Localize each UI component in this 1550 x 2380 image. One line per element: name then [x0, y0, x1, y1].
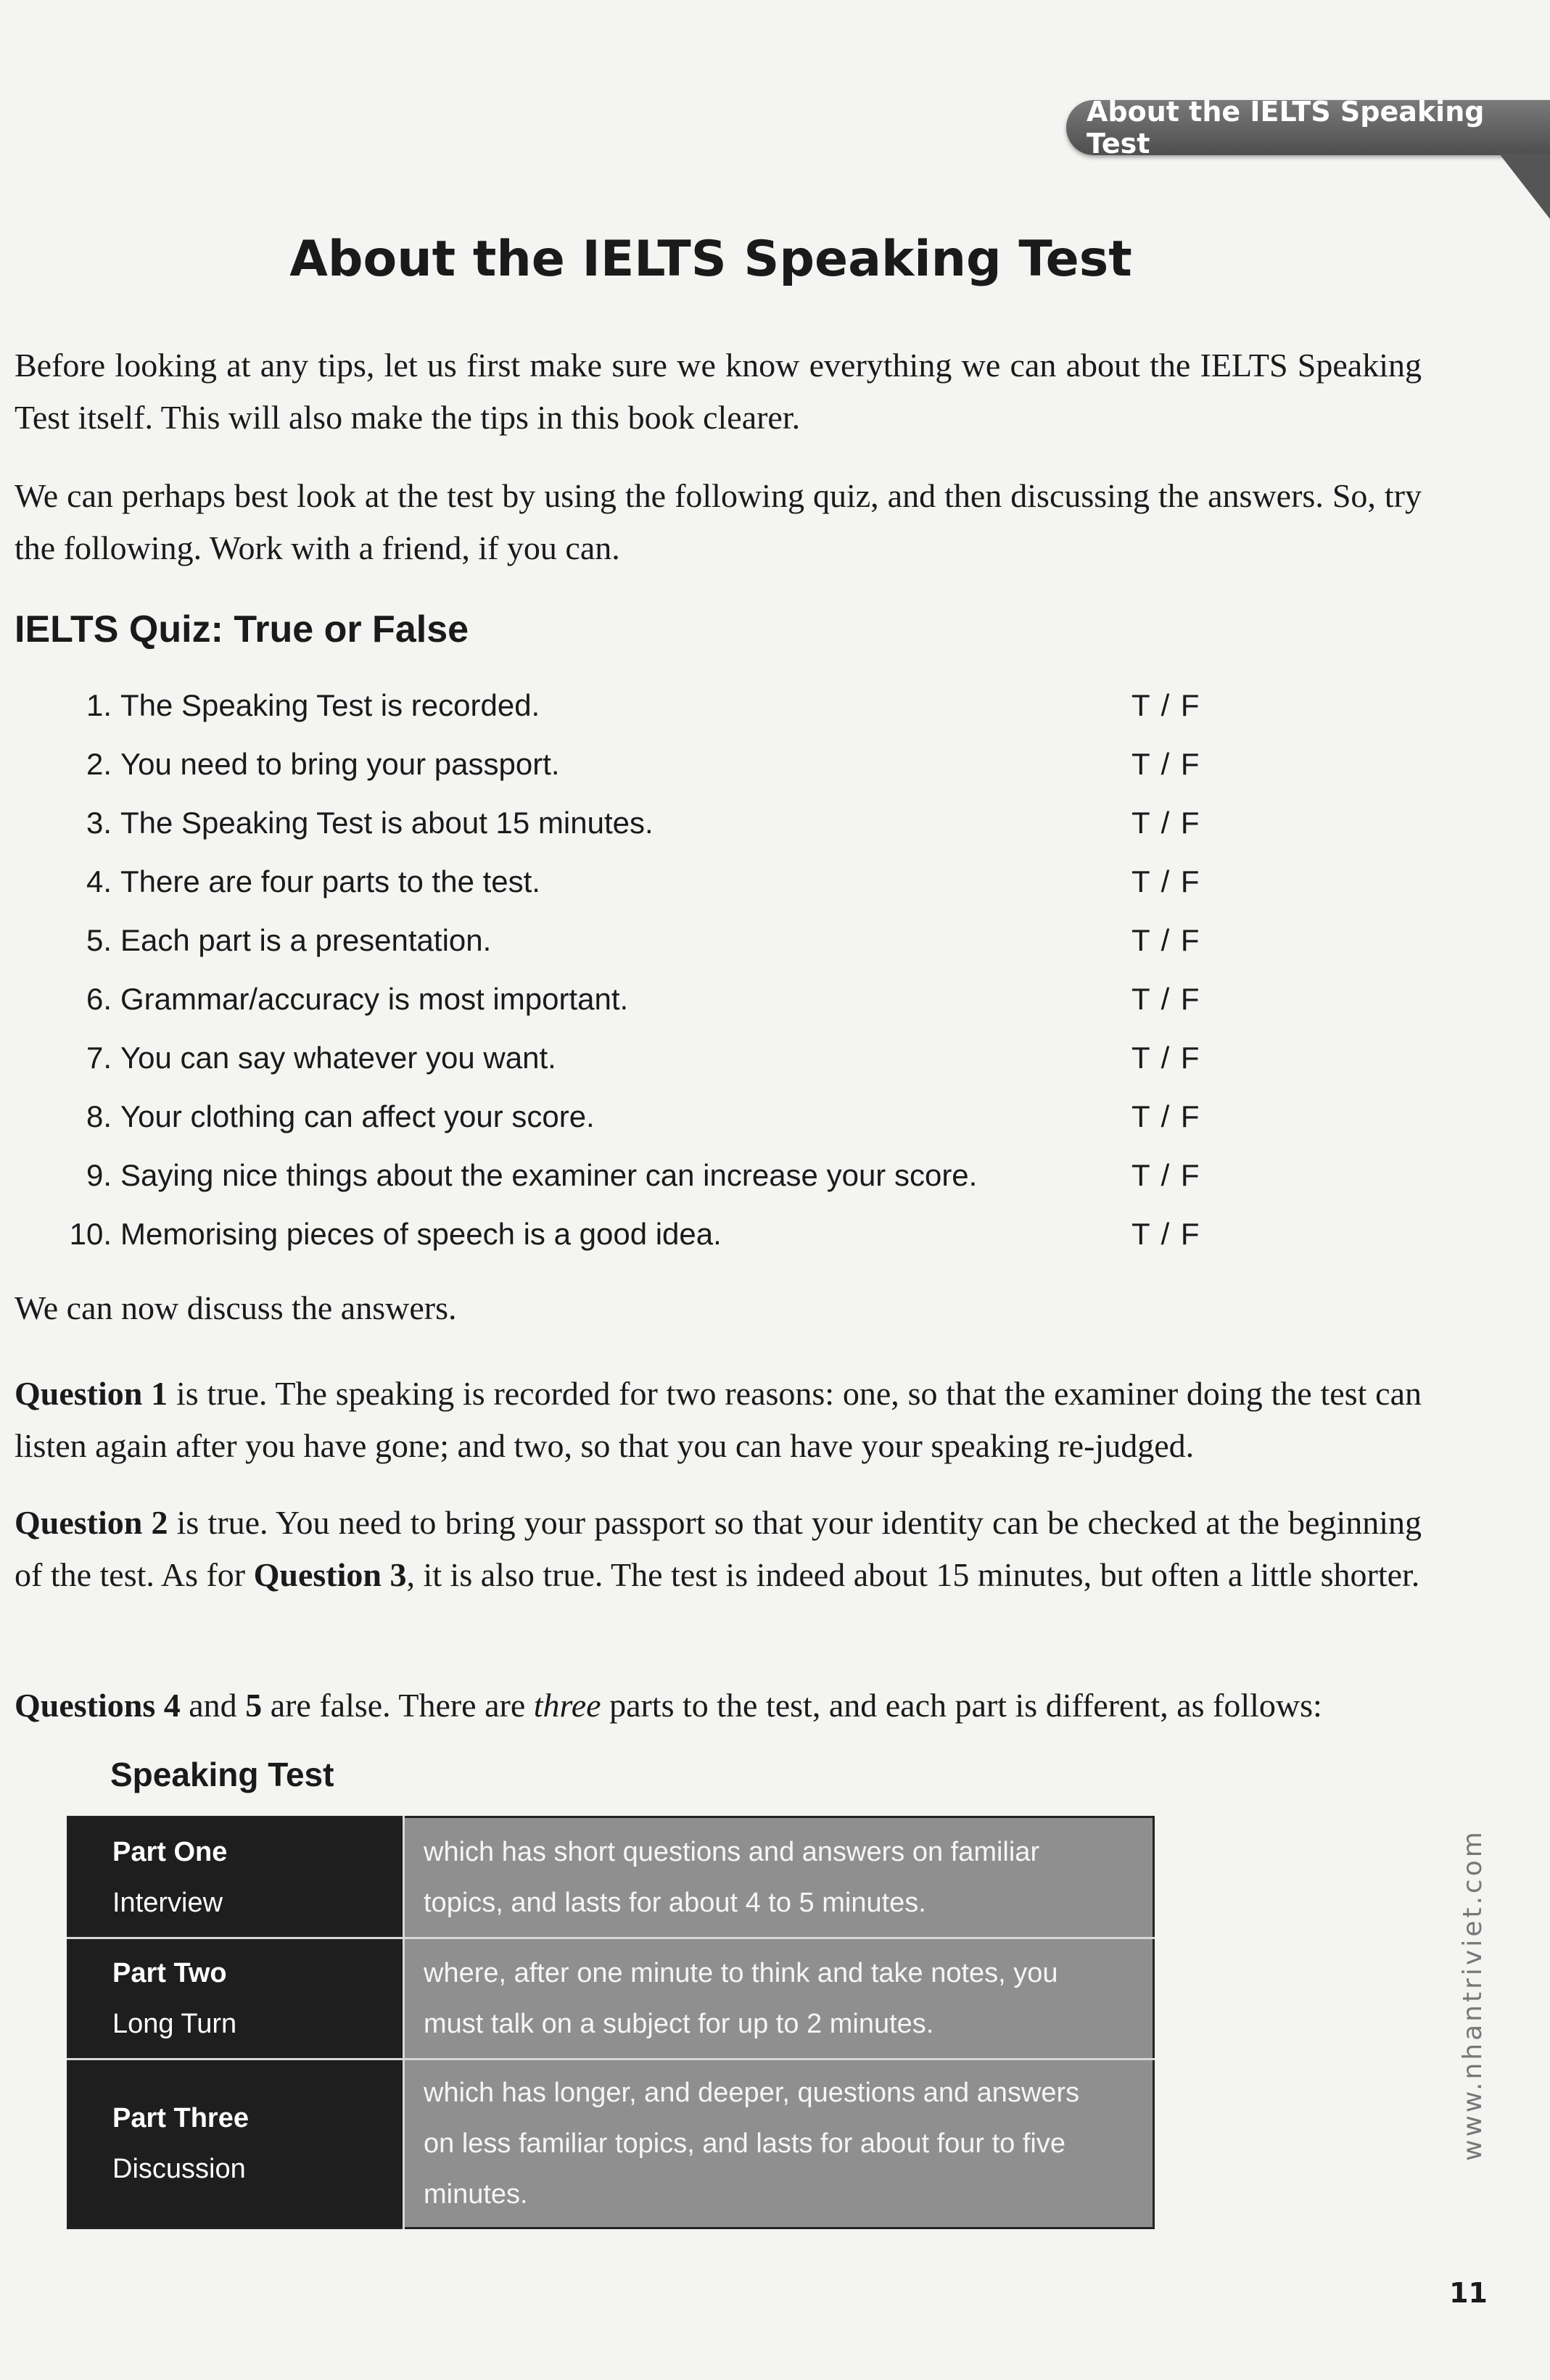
quiz-item	[58, 970, 1233, 1028]
quiz-item	[58, 676, 1233, 735]
discussion-question-1	[15, 1368, 1422, 1472]
quiz-item	[58, 1028, 1233, 1087]
discussion-question-2-3	[15, 1497, 1422, 1601]
part-description: which has short questions and answers on familiar topics, and lasts for about 4 to 5 minutes.	[404, 1817, 1154, 1938]
side-website-url: www.nhantriviet.com	[1458, 1829, 1488, 2161]
part-name: Part Two	[112, 1958, 227, 1988]
speaking-test-table	[67, 1816, 1155, 2229]
question-4-5-answer-a: are false. There are	[262, 1687, 534, 1724]
part-type: Long Turn	[112, 2009, 237, 2039]
quiz-item-true-false: T / F	[1131, 1099, 1201, 1133]
part-cell	[68, 1938, 404, 2059]
part-type: Discussion	[112, 2154, 246, 2184]
part-name: Part Three	[112, 2103, 249, 2133]
question-4-5-answer-b: parts to the test, and each part is different, as follows:	[601, 1687, 1322, 1724]
discussion-lead: We can now discuss the answers.	[15, 1289, 457, 1326]
quiz-item-number: 1.	[86, 687, 112, 722]
quiz-item-text: Saying nice things about the examiner can increase your score.	[120, 1157, 978, 1192]
intro-paragraph-1: Before looking at any tips, let us first make sure we know everything we can about the IELTS Speaking Test itself. This will also make the tips in this book clearer.	[15, 347, 1422, 436]
part-cell	[68, 2059, 404, 2228]
table-row	[68, 1938, 1154, 2059]
part-cell	[68, 1817, 404, 1938]
question-2-answer: is true. You need to bring your passport so that your identity can be checked at the beginning of the test. As for	[15, 1504, 1422, 1593]
speaking-test-table-caption: Speaking Test	[110, 1756, 334, 1793]
quiz-item-number: 4.	[86, 864, 112, 898]
section-header-tab	[1066, 96, 1550, 160]
quiz-item	[58, 911, 1233, 970]
quiz-list	[58, 676, 1233, 1263]
section-header-label: About the IELTS Speaking Test	[1087, 96, 1485, 160]
question-2-label: Question 2	[15, 1504, 168, 1541]
header-tab-tail	[1499, 154, 1550, 219]
quiz-item-number: 8.	[86, 1099, 112, 1133]
page-title: About the IELTS Speaking Test	[289, 231, 1132, 288]
emphasis-three: three	[533, 1687, 601, 1724]
quiz-heading: IELTS Quiz: True or False	[15, 608, 469, 650]
quiz-item-number: 5.	[86, 922, 112, 957]
quiz-item-number: 9.	[86, 1157, 112, 1192]
intro-paragraph-2: We can perhaps best look at the test by using the following quiz, and then discussing the answers. So, try the following. Work with a friend, if you can.	[15, 477, 1422, 566]
question-3-label: Question 3	[253, 1556, 407, 1593]
quiz-item	[58, 1205, 1233, 1263]
quiz-item-number: 3.	[86, 805, 112, 840]
quiz-item-number: 10.	[69, 1216, 112, 1251]
part-description: where, after one minute to think and take notes, you must talk on a subject for up to 2 minutes.	[404, 1938, 1154, 2059]
quiz-item-text: The Speaking Test is about 15 minutes.	[120, 805, 654, 840]
quiz-item-true-false: T / F	[1131, 687, 1201, 722]
quiz-item-true-false: T / F	[1131, 1157, 1201, 1192]
quiz-item-text: You need to bring your passport.	[120, 746, 560, 781]
table-row	[68, 2059, 1154, 2228]
quiz-item-text: The Speaking Test is recorded.	[120, 687, 540, 722]
page-number: 11	[1449, 2277, 1488, 2309]
quiz-item-true-false: T / F	[1131, 746, 1201, 781]
question-1-label: Question 1	[15, 1375, 168, 1412]
question-4-5-connector: and	[180, 1687, 246, 1724]
quiz-item-text: Your clothing can affect your score.	[120, 1099, 595, 1133]
quiz-item-number: 2.	[86, 746, 112, 781]
quiz-item	[58, 1146, 1233, 1205]
question-3-answer: , it is also true. The test is indeed about 15 minutes, but often a little shorter.	[406, 1556, 1420, 1593]
quiz-item-number: 7.	[86, 1040, 112, 1075]
quiz-item-true-false: T / F	[1131, 922, 1201, 957]
quiz-item	[58, 793, 1233, 852]
quiz-item-true-false: T / F	[1131, 1040, 1201, 1075]
table-row	[68, 1817, 1154, 1938]
part-name: Part One	[112, 1837, 228, 1867]
part-type: Interview	[112, 1888, 223, 1918]
quiz-item	[58, 735, 1233, 793]
quiz-item	[58, 1087, 1233, 1146]
part-description: which has longer, and deeper, questions and answers on less familiar topics, and lasts for about four to five minutes.	[404, 2059, 1154, 2228]
quiz-item-true-false: T / F	[1131, 1216, 1201, 1251]
question-5-label: 5	[245, 1687, 263, 1724]
discussion-question-4-5	[15, 1679, 1422, 1732]
quiz-item-true-false: T / F	[1131, 805, 1201, 840]
quiz-item-text: Memorising pieces of speech is a good idea.	[120, 1216, 722, 1251]
question-4-label: Questions 4	[15, 1687, 181, 1724]
quiz-item-text: You can say whatever you want.	[120, 1040, 556, 1075]
quiz-item	[58, 852, 1233, 911]
quiz-item-text: Each part is a presentation.	[120, 922, 492, 957]
question-1-answer: is true. The speaking is recorded for two reasons: one, so that the examiner doing the test can listen again after you have gone; and two, so that you can have your speaking re-judged.	[15, 1375, 1422, 1464]
quiz-item-text: There are four parts to the test.	[120, 864, 540, 898]
quiz-item-true-false: T / F	[1131, 981, 1201, 1016]
quiz-item-number: 6.	[86, 981, 112, 1016]
quiz-item-true-false: T / F	[1131, 864, 1201, 898]
quiz-item-text: Grammar/accuracy is most important.	[120, 981, 629, 1016]
